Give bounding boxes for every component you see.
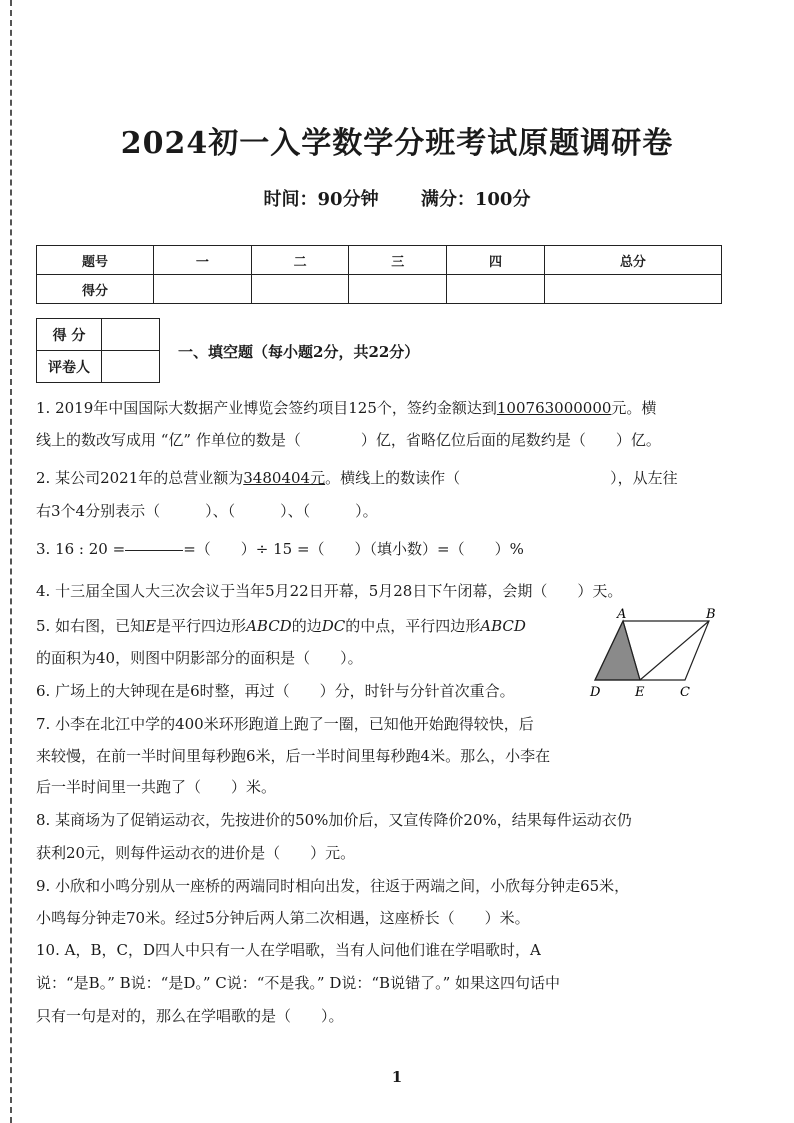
score-table-row-label: 得分 xyxy=(37,275,154,304)
question-6: 6. 广场上的大钟现在是6时整，再过（ ）分，时针与分针首次重合。 xyxy=(36,682,515,700)
underlined-number: 3480404元 xyxy=(243,469,326,487)
section-title: 一、填空题（每小题2分，共22分） xyxy=(178,343,420,361)
question-2-line-2: 右3个4分别表示（ ）、（ ）、（ ）。 xyxy=(36,502,378,520)
question-2: 2. 某公司2021年的总营业额为3480404元。横线上的数读作（ ），从左往 xyxy=(36,469,678,487)
segment-eb xyxy=(640,621,709,680)
time-limit: 时间：90分钟 xyxy=(263,189,379,210)
score-table-col-3: 三 xyxy=(349,246,447,275)
grader-score-label: 得 分 xyxy=(37,319,102,351)
question-10-line-2: 说：“是B。” B说：“是D。” C说：“不是我。” D说：“B说错了。” 如果这四句话中 xyxy=(36,974,561,992)
score-table-score-row xyxy=(37,275,722,304)
question-10-line-3: 只有一句是对的，那么在学唱歌的是（ ）。 xyxy=(36,1007,344,1025)
label-e: E xyxy=(635,685,645,700)
binding-dashed-line xyxy=(10,0,12,1123)
score-table-col-2: 二 xyxy=(251,246,349,275)
question-3: 3. 16 : 20 = =（ ）÷ 15 =（ ）（填小数）=（ ）% xyxy=(36,539,524,561)
score-table-col-total: 总分 xyxy=(544,246,721,275)
question-8-line-2: 获利20元，则每件运动衣的进价是（ ）元。 xyxy=(36,844,356,862)
label-d: D xyxy=(590,685,601,700)
shaded-triangle xyxy=(595,621,640,680)
grader-box xyxy=(36,318,160,383)
grader-name-label: 评卷人 xyxy=(37,351,102,383)
question-1: 1. 2019年中国国际大数据产业博览会签约项目125个，签约金额达到100763000000元。横 xyxy=(36,399,657,417)
score-cell[interactable] xyxy=(251,275,349,304)
parallelogram-figure xyxy=(585,608,725,704)
grader-score-cell[interactable] xyxy=(102,319,160,351)
full-score: 满分：100分 xyxy=(420,189,531,210)
underlined-number: 100763000000 xyxy=(496,399,612,417)
fraction-blank[interactable] xyxy=(125,540,183,561)
question-4: 4. 十三届全国人大三次会议于当年5月22日开幕，5月28日下午闭幕，会期（ ）天。 xyxy=(36,582,623,600)
page-number: 1 xyxy=(391,1068,403,1086)
exam-info xyxy=(0,185,794,211)
question-9-line-2: 小鸣每分钟走70米。经过5分钟后两人第二次相遇，这座桥长（ ）米。 xyxy=(36,909,530,927)
page-title: 2024初一入学数学分班考试原题调研卷 xyxy=(120,126,674,161)
score-cell[interactable] xyxy=(544,275,721,304)
score-table-header-row xyxy=(37,246,722,275)
question-10: 10. A，B，C，D四人中只有一人在学唱歌，当有人问他们谁在学唱歌时，A xyxy=(36,941,541,959)
label-a: A xyxy=(617,608,627,622)
score-cell[interactable] xyxy=(154,275,252,304)
score-table-col-1: 一 xyxy=(154,246,252,275)
question-7-line-3: 后一半时间里一共跑了（ ）米。 xyxy=(36,778,277,796)
label-b: B xyxy=(706,608,716,622)
score-cell[interactable] xyxy=(349,275,447,304)
question-5: 5. 如右图，已知E是平行四边形ABCD的边DC的中点，平行四边形ABCD xyxy=(36,617,526,635)
question-8: 8. 某商场为了促销运动衣，先按进价的50%加价后，又宣传降价20%，结果每件运动衣仍 xyxy=(36,811,632,829)
score-table xyxy=(36,245,722,304)
question-7: 7. 小李在北江中学的400米环形跑道上跑了一圈，已知他开始跑得较快，后 xyxy=(36,715,534,733)
question-5-line-2: 的面积为40，则图中阴影部分的面积是（ ）。 xyxy=(36,649,363,667)
question-7-line-2: 来较慢，在前一半时间里每秒跑6米，后一半时间里每秒跑4米。那么，小李在 xyxy=(36,747,551,765)
question-1-line-2: 线上的数改写成用 “亿” 作单位的数是（ ）亿，省略亿位后面的尾数约是（ ）亿。 xyxy=(36,431,661,449)
grader-name-cell[interactable] xyxy=(102,351,160,383)
question-9: 9. 小欣和小鸣分别从一座桥的两端同时相向出发，往返于两端之间，小欣每分钟走65米， xyxy=(36,877,630,895)
score-table-row-label: 题号 xyxy=(37,246,154,275)
score-cell[interactable] xyxy=(447,275,545,304)
label-c: C xyxy=(680,685,690,700)
score-table-col-4: 四 xyxy=(447,246,545,275)
